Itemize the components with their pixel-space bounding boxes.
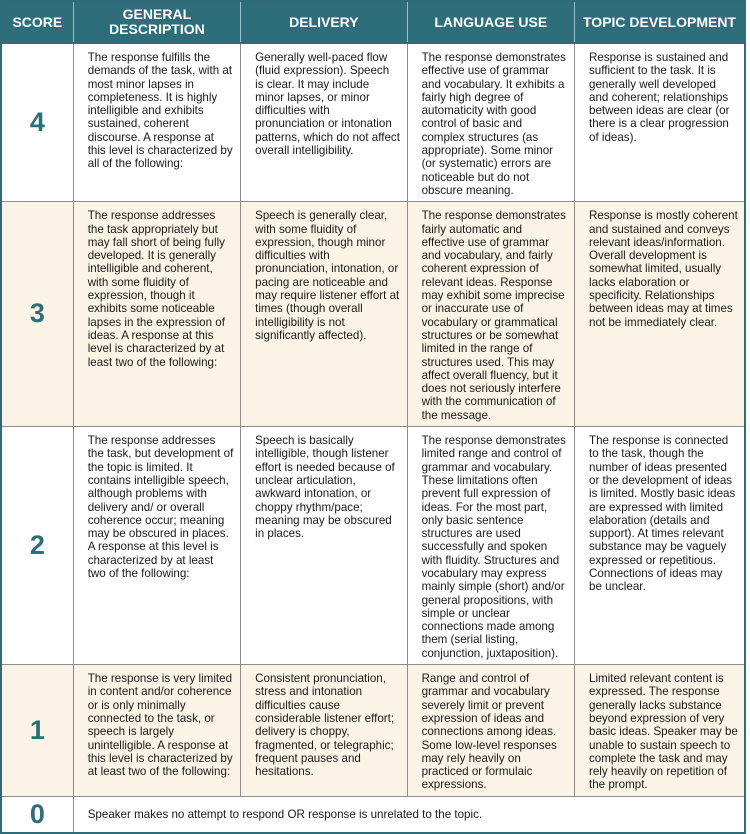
delivery-cell bbox=[241, 427, 407, 665]
cell-text: The response is connected to the task, though the number of ideas presented or the development of ideas is limited. Mostly basic ideas are expressed with limited elaboration (details and support). At times relevant substance may be vaguely expressed or repetitious. Connections of ideas may be unclear. bbox=[589, 434, 736, 594]
language-use-cell bbox=[407, 665, 574, 797]
language-use-cell bbox=[407, 202, 574, 427]
score-row-3 bbox=[1, 202, 745, 427]
score-value: 2 bbox=[1, 427, 73, 665]
general-description-cell bbox=[73, 43, 240, 202]
cell-text: Range and control of grammar and vocabulary severely limit or prevent expression of ideas and connections among ideas. Some low-level responses may rely heavily on practiced or formulaic expressions. bbox=[421, 672, 557, 792]
general-description-cell bbox=[73, 665, 240, 797]
zero-score-description: Speaker makes no attempt to respond OR response is unrelated to the topic. bbox=[73, 796, 745, 833]
cell-text: Limited relevant content is expressed. The response generally lacks substance beyond expression of very basic ideas. Speaker may be unable to sustain speech to complete the task and may rely heavily on repetition of the prompt. bbox=[589, 672, 738, 792]
cell-text: Generally well-paced flow (fluid expression). Speech is clear. It may include minor lapses, or minor difficulties with pronunciation or intonation patterns, which do not affect overall intelligibility. bbox=[255, 51, 400, 158]
header-row bbox=[1, 1, 745, 43]
score-row-1 bbox=[1, 665, 745, 797]
score-row-0 bbox=[1, 796, 745, 833]
topic-development-cell bbox=[575, 665, 746, 797]
header-delivery: DELIVERY bbox=[241, 1, 407, 43]
header-topic-development: TOPIC DEVELOPMENT bbox=[575, 1, 746, 43]
topic-development-cell bbox=[575, 202, 746, 427]
score-value: 1 bbox=[1, 665, 73, 797]
header-language-use: LANGUAGE USE bbox=[407, 1, 574, 43]
cell-text: Speech is generally clear, with some fluidity of expression, though minor difficulties with pronunciation, intonation, or pacing are noticeable and may require listener effort at times (though overall intelligibility is not significantly affected). bbox=[255, 209, 400, 342]
cell-text: Speech is basically intelligible, though listener effort is needed because of unclear articulation, awkward intonation, or choppy rhythm/pace; meaning may be obscured in places. bbox=[255, 434, 395, 541]
cell-text: The response demonstrates effective use of grammar and vocabulary. It exhibits a fairly high degree of automaticity with good control of basic and complex structures (as appropriate). Some minor (or systematic) errors are noticeable but do not obscure meaning. bbox=[421, 51, 566, 197]
cell-text: Response is mostly coherent and sustained and conveys relevant ideas/information. Overall development is somewhat limited, usually lacks elaboration or specificity. Relationships between ideas may at times not be immediately clear. bbox=[589, 209, 738, 329]
score-row-4 bbox=[1, 43, 745, 202]
cell-text: The response fulfills the demands of the task, with at most minor lapses in completeness. It is highly intelligible and exhibits sustained, coherent discourse. A response at this level is characterized by all of the following: bbox=[87, 51, 233, 171]
topic-development-cell bbox=[575, 43, 746, 202]
cell-text: The response demonstrates fairly automatic and effective use of grammar and vocabulary, and fairly coherent expression of relevant ideas. Response may exhibit some imprecise or inaccurate use of vocabulary or grammatical structures or be somewhat limited in the range of structures used. This may affect overall fluency, but it does not seriously interfere with the communication of the message. bbox=[421, 209, 566, 422]
topic-development-cell bbox=[575, 427, 746, 665]
delivery-cell bbox=[241, 43, 407, 202]
header-score: SCORE bbox=[1, 1, 73, 43]
cell-text: Consistent pronunciation, stress and intonation difficulties cause considerable listener effort; delivery is choppy, fragmented, or telegraphic; frequent pauses and hesitations. bbox=[255, 672, 395, 779]
score-value: 4 bbox=[1, 43, 73, 202]
cell-text: The response addresses the task appropriately but may fall short of being fully developed. It is generally intelligible and coherent, with some fluidity of expression, though it exhibits some noticeable lapses in the expression of ideas. A response at this level is characterized by at least two of the following: bbox=[87, 209, 225, 369]
cell-text: Response is sustained and sufficient to the task. It is generally well developed and coherent; relationships between ideas are clear (or there is a clear progression of ideas). bbox=[589, 51, 730, 144]
language-use-cell bbox=[407, 43, 574, 202]
language-use-cell bbox=[407, 427, 574, 665]
general-description-cell bbox=[73, 427, 240, 665]
delivery-cell bbox=[241, 202, 407, 427]
header-general-description: GENERAL DESCRIPTION bbox=[73, 1, 240, 43]
cell-text: The response is very limited in content and/or coherence or is only minimally connected to the task, or speech is largely unintelligible. A response at this level is characterized by at least two of the following: bbox=[87, 672, 233, 779]
delivery-cell bbox=[241, 665, 407, 797]
cell-text: The response demonstrates limited range and control of grammar and vocabulary. These limitations often prevent full expression of ideas. For the most part, only basic sentence structures are used successfully and spoken with fluidity. Structures and vocabulary may express mainly simple (short) and/or general propositions, with simple or unclear connections made among them (serial listing, conjunction, juxtaposition). bbox=[421, 434, 566, 660]
score-row-2 bbox=[1, 427, 745, 665]
score-value: 0 bbox=[1, 796, 73, 833]
cell-text: The response addresses the task, but development of the topic is limited. It contains intelligible speech, although problems with delivery and/ or overall coherence occur; meaning may be obscured in places. A response at this level is characterized by at least two of the following: bbox=[87, 434, 234, 580]
general-description-cell bbox=[73, 202, 240, 427]
score-value: 3 bbox=[1, 202, 73, 427]
